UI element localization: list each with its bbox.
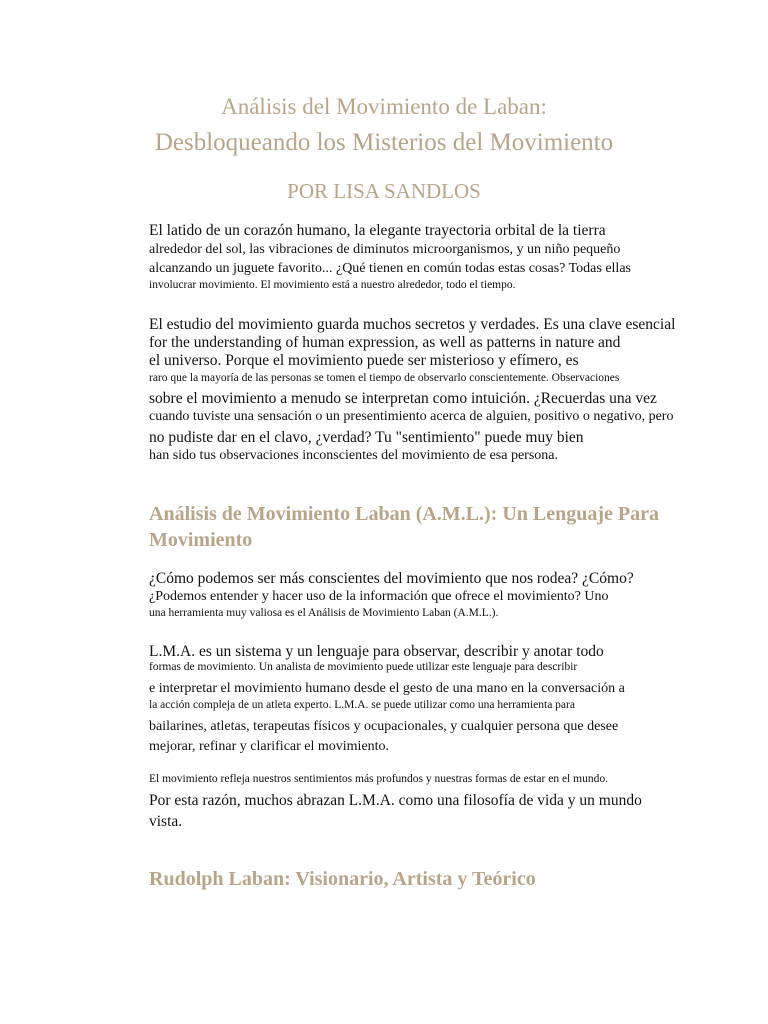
section-heading-line: Movimiento: [149, 529, 253, 551]
text-line: Por esta razón, muchos abrazan L.M.A. como una filosofía de vida y un mundo: [149, 792, 642, 809]
text-line: for the understanding of human expression, as well as patterns in nature and: [149, 334, 621, 351]
text-line: la acción compleja de un atleta experto. L.M.A. se puede utilizar como una herramienta para: [149, 699, 575, 711]
document-title-line-1: Análisis del Movimiento de Laban:: [221, 94, 547, 119]
text-line: mejorar, refinar y clarificar el movimiento.: [149, 739, 390, 754]
text-line: raro que la mayoría de las personas se tomen el tiempo de observarlo conscientemente. Observaciones: [149, 372, 620, 384]
text-line: alcanzando un juguete favorito... ¿Qué tienen en común todas estas cosas? Todas ellas: [149, 261, 631, 276]
text-line: ¿Podemos entender y hacer uso de la información que ofrece el movimiento? Uno: [149, 589, 609, 604]
text-line: vista.: [149, 813, 183, 830]
text-line: L.M.A. es un sistema y un lenguaje para observar, describir y anotar todo: [149, 643, 604, 660]
section-heading-line: Análisis de Movimiento Laban (A.M.L.): Un Lenguaje Para: [149, 503, 659, 525]
text-line: han sido tus observaciones inconscientes del movimiento de esa persona.: [149, 448, 559, 463]
text-line: El estudio del movimiento guarda muchos secretos y verdades. Es una clave esencial: [149, 316, 676, 333]
text-line: sobre el movimiento a menudo se interpretan como intuición. ¿Recuerdas una vez: [149, 390, 657, 407]
author-byline: POR LISA SANDLOS: [287, 179, 481, 203]
document-title-line-2: Desbloqueando los Misterios del Movimiento: [154, 129, 614, 156]
text-line: formas de movimiento. Un analista de movimiento puede utilizar este lenguaje para describir: [149, 661, 578, 673]
section-heading-rudolph-laban: Rudolph Laban: Visionario, Artista y Teórico: [149, 868, 536, 890]
text-line: El movimiento refleja nuestros sentimientos más profundos y nuestras formas de estar en el mundo.: [149, 773, 608, 785]
text-line: no pudiste dar en el clavo, ¿verdad? Tu "sentimiento" puede muy bien: [149, 429, 584, 446]
section-heading-lma: [149, 501, 659, 553]
text-line: involucrar movimiento. El movimiento está a nuestro alrededor, todo el tiempo.: [149, 279, 516, 291]
text-line: el universo. Porque el movimiento puede ser misterioso y efímero, es: [149, 352, 579, 369]
text-line: alrededor del sol, las vibraciones de diminutos microorganismos, y un niño pequeño: [149, 242, 621, 257]
text-line: bailarines, atletas, terapeutas físicos y ocupacionales, y cualquier persona que desee: [149, 719, 619, 734]
text-line: El latido de un corazón humano, la elegante trayectoria orbital de la tierra: [149, 222, 606, 239]
text-line: una herramienta muy valiosa es el Análisis de Movimiento Laban (A.M.L.).: [149, 607, 499, 619]
text-line: ¿Cómo podemos ser más conscientes del movimiento que nos rodea? ¿Cómo?: [149, 570, 634, 587]
text-line: e interpretar el movimiento humano desde el gesto de una mano en la conversación a: [149, 681, 625, 696]
text-line: cuando tuviste una sensación o un presentimiento acerca de alguien, positivo o negativo, pero: [149, 409, 674, 424]
